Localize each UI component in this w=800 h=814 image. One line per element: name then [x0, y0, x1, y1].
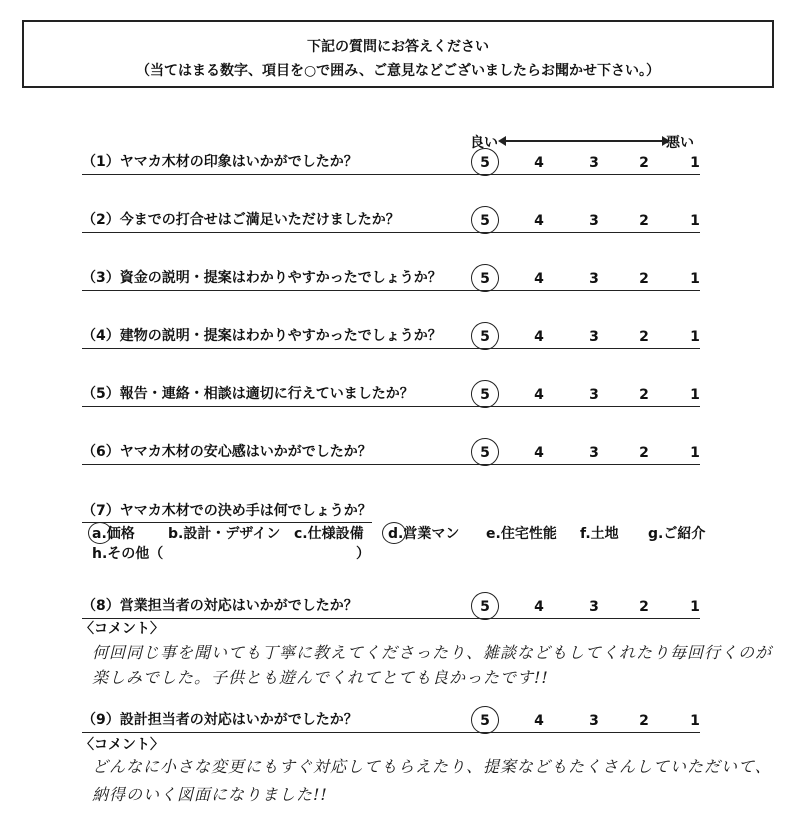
rating-2[interactable]: 2	[639, 213, 649, 229]
rating-2[interactable]: 2	[639, 271, 649, 287]
option-design[interactable]: b.設計・デザイン	[168, 526, 281, 542]
scale-arrow	[504, 140, 664, 142]
question-7-text: （7）ヤマカ木材での決め手は何でしょうか？	[82, 500, 372, 523]
comment-handwritten-line: どんなに小さな変更にもすぐ対応してもらえたり、提案などもたくさんしていただいて、	[92, 757, 772, 776]
question-text: （5）報告・連絡・相談は適切に行えていましたか？	[82, 386, 414, 402]
rating-5[interactable]: 5	[480, 713, 490, 729]
rating-1[interactable]: 1	[690, 387, 700, 403]
question-row-8	[82, 592, 700, 619]
rating-3[interactable]: 3	[589, 713, 599, 729]
rating-4[interactable]: 4	[534, 271, 544, 287]
rating-4[interactable]: 4	[534, 713, 544, 729]
rating-1[interactable]: 1	[690, 599, 700, 615]
option-performance[interactable]: e.住宅性能	[486, 526, 557, 542]
question-text: （4）建物の説明・提案はわかりやすかったでしょうか？	[82, 328, 442, 344]
rating-1[interactable]: 1	[690, 713, 700, 729]
question-text: （2）今までの打合せはご満足いただけましたか？	[82, 212, 400, 228]
rating-3[interactable]: 3	[589, 387, 599, 403]
question-row-4	[82, 322, 700, 349]
option-sales-rep[interactable]: d.営業マン	[388, 526, 460, 542]
question-text: （9）設計担当者の対応はいかがでしたか？	[82, 712, 358, 728]
question-row-3	[82, 264, 700, 291]
question-text: （1）ヤマカ木材の印象はいかがでしたか？	[82, 154, 358, 170]
header-title: 下記の質問にお答えください	[307, 39, 489, 55]
rating-2[interactable]: 2	[639, 599, 649, 615]
option-land[interactable]: f.土地	[580, 526, 619, 542]
scale-bad-label: 悪い	[666, 135, 694, 151]
rating-2[interactable]: 2	[639, 713, 649, 729]
rating-4[interactable]: 4	[534, 213, 544, 229]
rating-4[interactable]: 4	[534, 445, 544, 461]
option-other-close: ）	[356, 546, 370, 562]
option-equipment[interactable]: c.仕様設備	[294, 526, 364, 542]
comment-handwritten-line: 納得のいく図面になりました!!	[92, 785, 328, 804]
rating-1[interactable]: 1	[690, 155, 700, 171]
rating-1[interactable]: 1	[690, 271, 700, 287]
rating-5[interactable]: 5	[480, 213, 490, 229]
option-other[interactable]: h.その他（	[92, 546, 164, 562]
question-text: （6）ヤマカ木材の安心感はいかがでしたか？	[82, 444, 372, 460]
rating-4[interactable]: 4	[534, 329, 544, 345]
rating-3[interactable]: 3	[589, 271, 599, 287]
question-row-5	[82, 380, 700, 407]
rating-3[interactable]: 3	[589, 445, 599, 461]
rating-3[interactable]: 3	[589, 155, 599, 171]
question-text: （3）資金の説明・提案はわかりやすかったでしょうか？	[82, 270, 442, 286]
question-row-9	[82, 706, 700, 733]
rating-5[interactable]: 5	[480, 329, 490, 345]
rating-5[interactable]: 5	[480, 271, 490, 287]
comment-handwritten-line: 何回同じ事を聞いても丁寧に教えてくださったり、雑談などもしてくれたり毎回行くのが	[92, 643, 773, 662]
rating-5[interactable]: 5	[480, 387, 490, 403]
rating-4[interactable]: 4	[534, 155, 544, 171]
rating-5[interactable]: 5	[480, 445, 490, 461]
rating-5[interactable]: 5	[480, 599, 490, 615]
option-referral[interactable]: g.ご紹介	[648, 526, 706, 542]
comment-label: 〈コメント〉	[80, 737, 164, 753]
rating-4[interactable]: 4	[534, 599, 544, 615]
header-instructions: （当てはまる数字、項目を○で囲み、ご意見などございましたらお聞かせ下さい。）	[135, 63, 661, 79]
rating-2[interactable]: 2	[639, 445, 649, 461]
question-row-2	[82, 206, 700, 233]
rating-4[interactable]: 4	[534, 387, 544, 403]
header-box	[22, 20, 774, 88]
rating-5[interactable]: 5	[480, 155, 490, 171]
rating-3[interactable]: 3	[589, 213, 599, 229]
rating-3[interactable]: 3	[589, 329, 599, 345]
rating-2[interactable]: 2	[639, 329, 649, 345]
scale-good-label: 良い	[470, 135, 498, 151]
comment-handwritten-line: 楽しみでした。子供とも遊んでくれてとても良かったです!!	[92, 668, 549, 687]
rating-2[interactable]: 2	[639, 155, 649, 171]
rating-1[interactable]: 1	[690, 329, 700, 345]
question-row-6	[82, 438, 700, 465]
comment-label: 〈コメント〉	[80, 621, 164, 637]
rating-1[interactable]: 1	[690, 213, 700, 229]
rating-1[interactable]: 1	[690, 445, 700, 461]
question-text: （8）営業担当者の対応はいかがでしたか？	[82, 598, 358, 614]
option-price[interactable]: a.価格	[92, 526, 135, 542]
rating-2[interactable]: 2	[639, 387, 649, 403]
rating-3[interactable]: 3	[589, 599, 599, 615]
question-row-1	[82, 148, 700, 175]
